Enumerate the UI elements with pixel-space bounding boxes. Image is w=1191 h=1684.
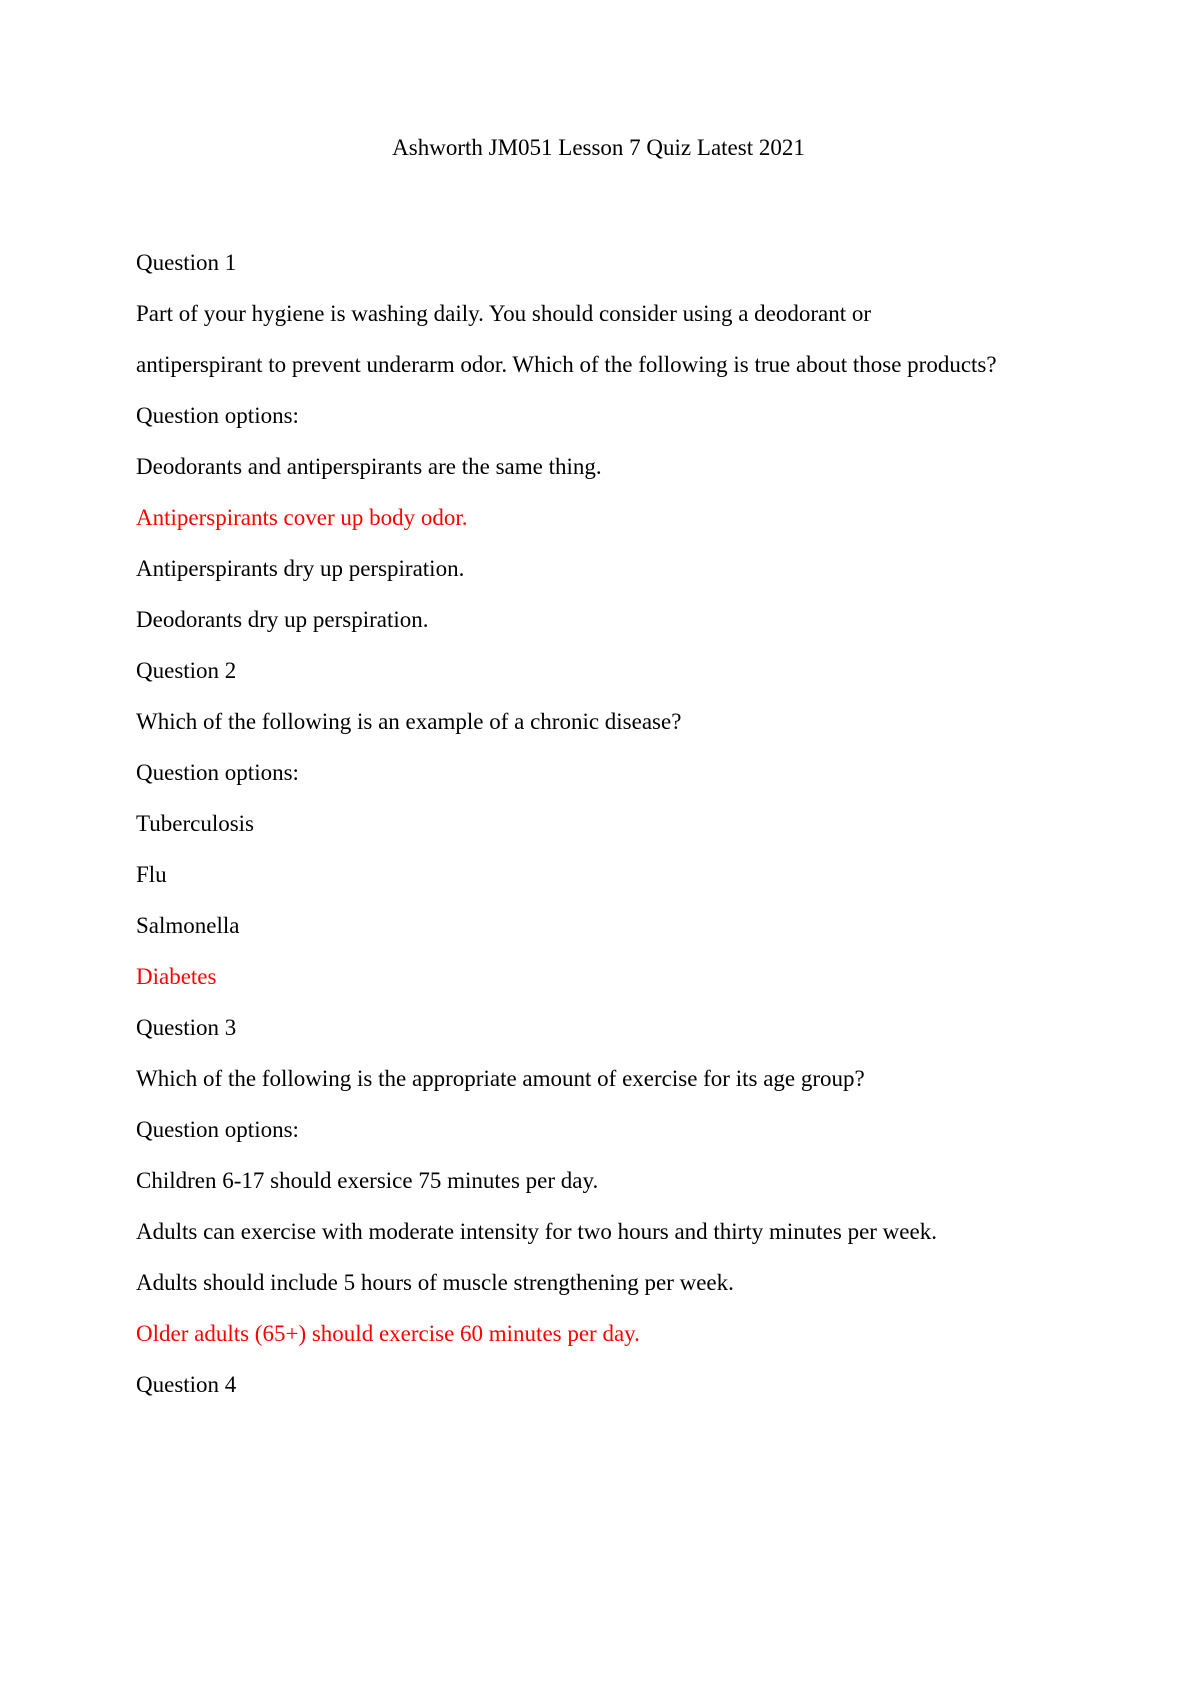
question-block [136,1359,1061,1410]
answer-option: Flu [136,862,167,887]
question-prompt-line: antiperspirant to prevent underarm odor. Which of the following is true about those products? [136,352,997,377]
document-title: Ashworth JM051 Lesson 7 Quiz Latest 2021 [392,135,805,160]
question-label: Question 3 [136,1015,237,1040]
question-options-heading: Question options: [136,1117,299,1142]
answer-option-correct: Diabetes [136,964,217,989]
question-block [136,237,1061,645]
question-prompt-line: Which of the following is the appropriate amount of exercise for its age group? [136,1066,865,1091]
answer-option: Adults can exercise with moderate intensity for two hours and thirty minutes per week. [136,1219,937,1244]
question-block [136,1002,1061,1359]
answer-option: Adults should include 5 hours of muscle strengthening per week. [136,1270,734,1295]
questions-container [136,237,1061,1410]
answer-option: Children 6-17 should exersice 75 minutes per day. [136,1168,599,1193]
answer-option: Tuberculosis [136,811,254,836]
answer-option-correct: Antiperspirants cover up body odor. [136,505,468,530]
answer-option: Antiperspirants dry up perspiration. [136,556,465,581]
answer-option: Deodorants and antiperspirants are the same thing. [136,454,602,479]
answer-option: Salmonella [136,913,240,938]
question-label: Question 1 [136,250,237,275]
question-options-heading: Question options: [136,403,299,428]
question-options-heading: Question options: [136,760,299,785]
question-label: Question 4 [136,1372,237,1397]
answer-option-correct: Older adults (65+) should exercise 60 minutes per day. [136,1321,640,1346]
question-label: Question 2 [136,658,237,683]
question-block [136,645,1061,1002]
question-prompt-line: Which of the following is an example of a chronic disease? [136,709,682,734]
question-prompt-line: Part of your hygiene is washing daily. You should consider using a deodorant or [136,301,872,326]
answer-option: Deodorants dry up perspiration. [136,607,429,632]
